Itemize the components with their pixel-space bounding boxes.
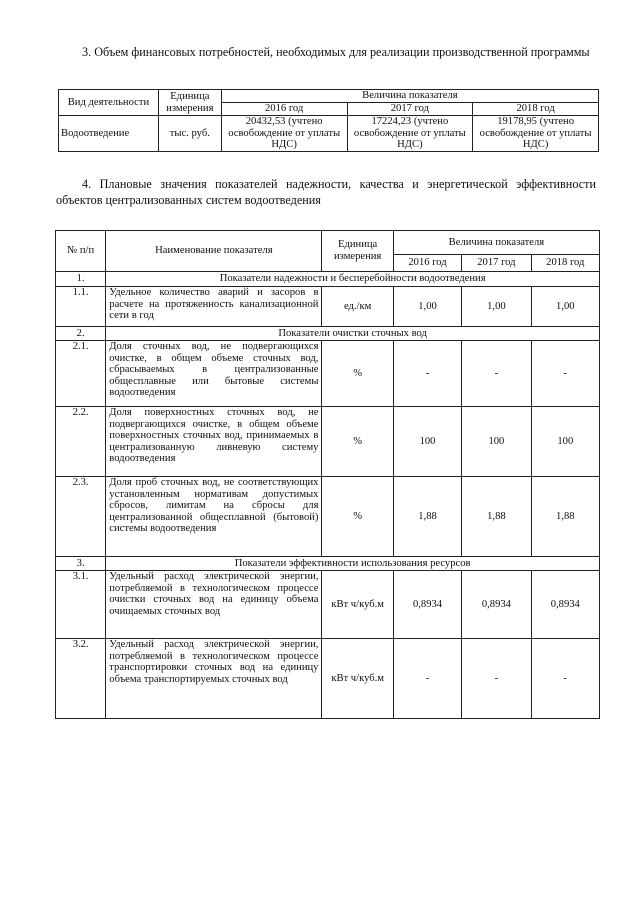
section-row (56, 557, 600, 571)
group-title: Показатели очистки сточных вод (106, 327, 600, 341)
group-num: 3. (56, 557, 106, 571)
header-year: 2018 год (473, 103, 599, 116)
row-value: - (531, 639, 599, 719)
row-value: 0,8934 (531, 571, 599, 639)
group-num: 1. (56, 272, 106, 287)
row-value: 100 (393, 407, 461, 477)
header-name: Наименование показателя (106, 231, 322, 272)
row-value: 1,88 (462, 477, 531, 557)
header-year: 2018 год (531, 255, 599, 272)
row-name: Доля проб сточных вод, не соответствующих установленным нормативам допустимых сбросов, лимитам на сбросы для централизованной общесплавной (бытовой) системы водоотведения (106, 477, 322, 557)
row-num: 2.3. (56, 477, 106, 557)
row-name: Удельный расход электрической энергии, потребляемой в технологическом процессе очистки сточных вод на единицу объема очищаемых сточных вод (106, 571, 322, 639)
value-cell: 20432,53 (учтено освобождение от уплаты НДС) (221, 116, 347, 152)
section-row (56, 272, 600, 287)
row-unit: % (322, 341, 393, 407)
table-row (56, 287, 600, 327)
row-value: - (462, 341, 531, 407)
table-row (56, 407, 600, 477)
section-row (56, 327, 600, 341)
row-num: 3.1. (56, 571, 106, 639)
indicators-table (55, 230, 600, 719)
row-value: 1,88 (393, 477, 461, 557)
row-num: 2.2. (56, 407, 106, 477)
header-year: 2017 год (347, 103, 473, 116)
row-num: 3.2. (56, 639, 106, 719)
header-year: 2016 год (221, 103, 347, 116)
header-activity: Вид деятельности (59, 90, 159, 116)
row-value: - (393, 639, 461, 719)
row-unit: кВт ч/куб.м (322, 571, 393, 639)
row-unit: кВт ч/куб.м (322, 639, 393, 719)
header-value: Величина показателя (221, 90, 598, 103)
row-name: Доля сточных вод, не подвергающихся очистке, в общем объеме сточных вод, сбрасываемых в централизованные общесплавные или бытовые системы водоотведения (106, 341, 322, 407)
table-row (56, 571, 600, 639)
row-name: Доля поверхностных сточных вод, не подвергающихся очистке, в общем объеме поверхностных сточных вод, принимаемых в централизованную ливневую систему водоотведения (106, 407, 322, 477)
row-value: 0,8934 (393, 571, 461, 639)
section-4-heading: 4. Плановые значения показателей надежности, качества и энергетической эффективности объектов централизованных систем водоотведения (56, 177, 596, 207)
header-year: 2016 год (393, 255, 461, 272)
row-value: - (462, 639, 531, 719)
header-unit: Единица измерения (158, 90, 221, 116)
group-num: 2. (56, 327, 106, 341)
row-value: 100 (531, 407, 599, 477)
financial-needs-table (58, 89, 599, 152)
row-unit: ед./км (322, 287, 393, 327)
section-3-heading: 3. Объем финансовых потребностей, необходимых для реализации производственной программы (82, 45, 590, 59)
value-cell: 19178,95 (учтено освобождение от уплаты НДС) (473, 116, 599, 152)
group-title: Показатели надежности и бесперебойности водоотведения (106, 272, 600, 287)
activity-cell: Водоотведение (59, 116, 159, 152)
row-value: 1,00 (531, 287, 599, 327)
row-value: 100 (462, 407, 531, 477)
table-row (56, 341, 600, 407)
table-row (56, 639, 600, 719)
row-value: 1,88 (531, 477, 599, 557)
table-row (56, 477, 600, 557)
header-num: № п/п (56, 231, 106, 272)
row-value: 1,00 (393, 287, 461, 327)
row-unit: % (322, 477, 393, 557)
row-num: 2.1. (56, 341, 106, 407)
row-name: Удельное количество аварий и засоров в расчете на протяженность канализационной сети в год (106, 287, 322, 327)
group-title: Показатели эффективности использования ресурсов (106, 557, 600, 571)
row-unit: % (322, 407, 393, 477)
header-unit: Единица измерения (322, 231, 393, 272)
table-row (59, 116, 599, 152)
header-year: 2017 год (462, 255, 531, 272)
row-value: - (531, 341, 599, 407)
row-value: 1,00 (462, 287, 531, 327)
header-value: Величина показателя (393, 231, 599, 255)
row-value: 0,8934 (462, 571, 531, 639)
unit-cell: тыс. руб. (158, 116, 221, 152)
value-cell: 17224,23 (учтено освобождение от уплаты НДС) (347, 116, 473, 152)
row-value: - (393, 341, 461, 407)
row-num: 1.1. (56, 287, 106, 327)
row-name: Удельный расход электрической энергии, потребляемой в технологическом процессе транспортировки сточных вод на единицу объема транспортируемых сточных вод (106, 639, 322, 719)
